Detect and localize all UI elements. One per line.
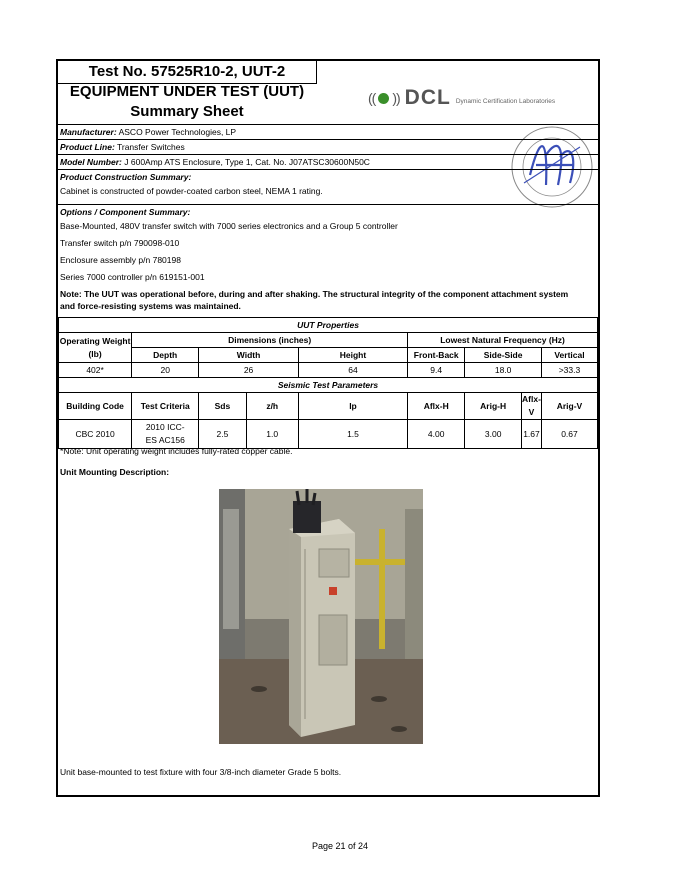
depth-value: 20 [132, 363, 199, 378]
product-line-row [58, 139, 598, 154]
model-row [58, 154, 598, 169]
aflx-v-value: 1.67 [522, 420, 542, 449]
summary-sheet-title: Summary Sheet [130, 103, 244, 120]
front-back-value: 9.4 [408, 363, 465, 378]
aflx-h-header: Aflx-H [408, 393, 465, 420]
summary-sheet-frame [56, 59, 600, 797]
vertical-value: >33.3 [541, 363, 597, 378]
uut-properties-title: UUT Properties [59, 318, 598, 333]
signal-waves-right-icon: )) [392, 90, 400, 106]
product-line-label: Product Line: [60, 142, 115, 152]
logo-full-name: Dynamic Certification Laboratories [455, 97, 556, 105]
operating-weight-header: Operating Weight (lb) [59, 333, 132, 363]
construction-label: Product Construction Summary: [60, 172, 192, 182]
manufacturer-value: ASCO Power Technologies, LP [118, 127, 237, 137]
manufacturer-label: Manufacturer: [60, 127, 117, 137]
test-criteria-header: Test Criteria [132, 393, 199, 420]
height-value: 64 [298, 363, 407, 378]
option-line: Base-Mounted, 480V transfer switch with 7000 series electronics and a Group 5 controller [60, 221, 398, 231]
aflx-v-header: Aflx-V [522, 393, 542, 420]
mounting-description: Unit base-mounted to test fixture with four 3/8-inch diameter Grade 5 bolts. [60, 767, 342, 777]
building-code-value: CBC 2010 [59, 420, 132, 449]
test-number-title: Test No. 57525R10-2, UUT-2 [58, 61, 317, 84]
arig-v-value: 0.67 [541, 420, 597, 449]
uut-title: EQUIPMENT UNDER TEST (UUT) [69, 83, 305, 100]
construction-row [58, 169, 598, 198]
sds-value: 2.5 [199, 420, 246, 449]
width-value: 26 [199, 363, 299, 378]
side-side-header: Side-Side [465, 348, 542, 363]
model-label: Model Number: [60, 157, 122, 167]
construction-value: Cabinet is constructed of powder-coated carbon steel, NEMA 1 rating. [60, 186, 323, 196]
mounting-label: Unit Mounting Description: [60, 467, 170, 477]
depth-header: Depth [132, 348, 199, 363]
building-code-header: Building Code [59, 393, 132, 420]
signal-waves-left-icon: (( [368, 90, 376, 106]
option-line: Enclosure assembly p/n 780198 [60, 255, 181, 265]
uut-properties-table [58, 317, 598, 449]
uut-photo [219, 489, 423, 744]
frequency-header: Lowest Natural Frequency (Hz) [408, 333, 598, 348]
weight-footnote: *Note: Unit operating weight includes fully-rated copper cable. [60, 446, 293, 456]
options-label: Options / Component Summary: [60, 207, 191, 217]
aflx-h-value: 4.00 [408, 420, 465, 449]
operational-note: Note: The UUT was operational before, during and after shaking. The structural integrity of the component attachment system and force-resisting systems was maintained. [60, 289, 569, 311]
test-criteria-value: 2010 ICC-ES AC156 [132, 420, 199, 449]
green-dot-icon [378, 93, 389, 104]
arig-v-header: Arig-V [541, 393, 597, 420]
seismic-parameters-title: Seismic Test Parameters [59, 378, 598, 393]
option-line: Series 7000 controller p/n 619151-001 [60, 272, 205, 282]
product-line-value: Transfer Switches [117, 142, 185, 152]
front-back-header: Front-Back [408, 348, 465, 363]
page-number: Page 21 of 24 [311, 841, 369, 851]
ip-value: 1.5 [298, 420, 407, 449]
logo-text: DCL [404, 86, 451, 109]
arig-h-value: 3.00 [465, 420, 522, 449]
arig-h-header: Arig-H [465, 393, 522, 420]
option-line: Transfer switch p/n 790098-010 [60, 238, 180, 248]
dcl-logo [368, 87, 555, 109]
operating-weight-value: 402* [59, 363, 132, 378]
dimensions-header: Dimensions (inches) [132, 333, 408, 348]
width-header: Width [199, 348, 299, 363]
side-side-value: 18.0 [465, 363, 542, 378]
zh-header: z/h [246, 393, 298, 420]
zh-value: 1.0 [246, 420, 298, 449]
sds-header: Sds [199, 393, 246, 420]
manufacturer-row [58, 124, 598, 139]
height-header: Height [298, 348, 407, 363]
options-row [58, 204, 598, 219]
vertical-header: Vertical [541, 348, 597, 363]
model-value: J 600Amp ATS Enclosure, Type 1, Cat. No. J07ATSC30600N50C [124, 157, 370, 167]
ip-header: Ip [298, 393, 407, 420]
